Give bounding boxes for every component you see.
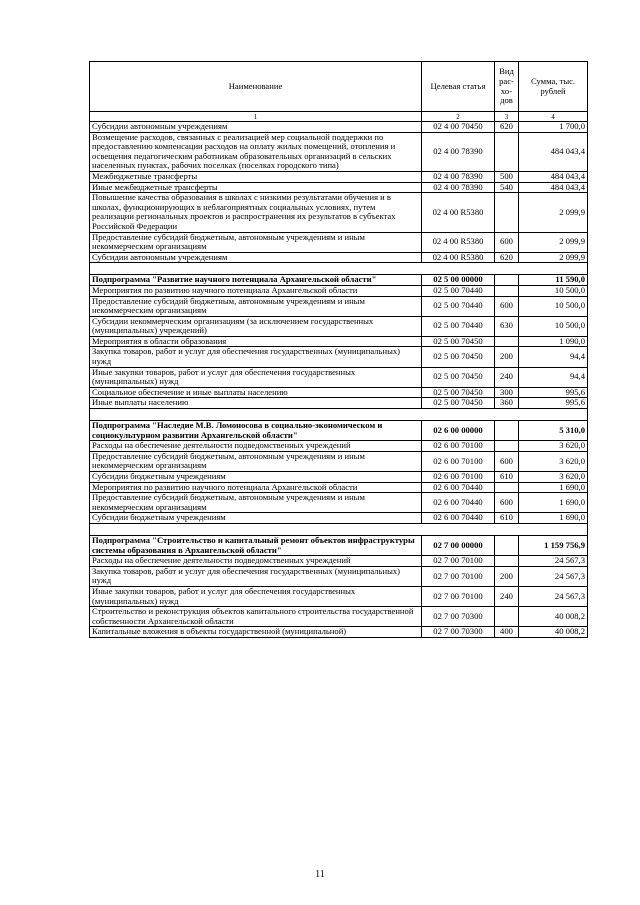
code-cell: 02 5 00 70450 — [422, 367, 495, 387]
name-cell: Возмещение расходов, связанных с реализацией мер социальной поддержки по предоставлению компенсации расходов на оплату жилых помещений, отопления и освещения педагогическим работникам образовательных организаций в сельских населенных пунктах, рабочих поселках (поселках городского типа) — [90, 132, 422, 171]
sum-cell: 10 500,0 — [519, 285, 588, 296]
spacer-row — [90, 523, 588, 535]
header-vid: Вид рас-хо-дов — [495, 62, 519, 112]
name-cell: Иные выплаты населению — [90, 398, 422, 409]
vid-cell — [495, 336, 519, 347]
code-cell: 02 5 00 70450 — [422, 387, 495, 398]
code-cell: 02 4 00 R5380 — [422, 252, 495, 263]
table-row — [90, 347, 588, 367]
vid-cell: 600 — [495, 232, 519, 252]
name-cell: Субсидии бюджетным учреждениям — [90, 513, 422, 524]
table-row — [90, 566, 588, 586]
sum-cell: 11 590,0 — [519, 275, 588, 286]
sum-cell: 5 310,0 — [519, 421, 588, 441]
table-row — [90, 556, 588, 567]
spacer-row — [90, 263, 588, 275]
header-sum: Сумма, тыс. рублей — [519, 62, 588, 112]
vid-cell: 240 — [495, 586, 519, 606]
sum-cell: 3 620,0 — [519, 441, 588, 452]
vid-cell: 630 — [495, 316, 519, 336]
spacer-row — [90, 409, 588, 421]
code-cell: 02 6 00 70100 — [422, 451, 495, 471]
sum-cell: 2 099,9 — [519, 232, 588, 252]
vid-cell — [495, 482, 519, 493]
sum-cell: 40 008,2 — [519, 627, 588, 638]
name-cell: Предоставление субсидий бюджетным, автономным учреждениям и иным некоммерческим организациям — [90, 296, 422, 316]
table-row — [90, 451, 588, 471]
name-cell: Подпрограмма "Развитие научного потенциала Архангельской области" — [90, 275, 422, 286]
sum-cell: 24 567,3 — [519, 556, 588, 567]
header-row — [90, 62, 588, 112]
vid-cell: 620 — [495, 122, 519, 133]
sum-cell: 2 099,9 — [519, 252, 588, 263]
col-number-4: 4 — [519, 112, 588, 122]
sum-cell: 1 090,0 — [519, 336, 588, 347]
sum-cell: 1 159 756,9 — [519, 535, 588, 555]
name-cell: Повышение качества образования в школах с низкими результатами обучения и в школах, функционирующих в неблагоприятных социальных условиях, путем реализации региональных проектов и распространения их результатов в субъектах Российской Федерации — [90, 193, 422, 232]
vid-cell: 500 — [495, 171, 519, 182]
code-cell: 02 5 00 70440 — [422, 285, 495, 296]
code-cell: 02 4 00 78390 — [422, 132, 495, 171]
code-cell: 02 6 00 70100 — [422, 441, 495, 452]
header-name: Наименование — [90, 62, 422, 112]
name-cell: Закупка товаров, работ и услуг для обеспечения государственных (муниципальных) нужд — [90, 566, 422, 586]
name-cell: Капитальные вложения в объекты государственной (муниципальной) — [90, 627, 422, 638]
name-cell: Иные закупки товаров, работ и услуг для обеспечения государственных (муниципальных) нужд — [90, 586, 422, 606]
subprogram-row — [90, 421, 588, 441]
vid-cell: 300 — [495, 387, 519, 398]
sum-cell: 1 690,0 — [519, 493, 588, 513]
vid-cell: 540 — [495, 182, 519, 193]
vid-cell: 610 — [495, 472, 519, 483]
sum-cell: 94,4 — [519, 347, 588, 367]
sum-cell: 995,6 — [519, 398, 588, 409]
name-cell: Субсидии автономным учреждениям — [90, 252, 422, 263]
sum-cell: 94,4 — [519, 367, 588, 387]
code-cell: 02 5 00 70440 — [422, 316, 495, 336]
table-row — [90, 252, 588, 263]
name-cell: Расходы на обеспечение деятельности подведомственных учреждений — [90, 441, 422, 452]
vid-cell: 610 — [495, 513, 519, 524]
table-row — [90, 336, 588, 347]
code-cell: 02 7 00 70100 — [422, 556, 495, 567]
vid-cell: 240 — [495, 367, 519, 387]
sum-cell: 3 620,0 — [519, 472, 588, 483]
col-number-3: 3 — [495, 112, 519, 122]
name-cell: Предоставление субсидий бюджетным, автономным учреждениям и иным некоммерческим организациям — [90, 451, 422, 471]
code-cell: 02 7 00 70300 — [422, 607, 495, 627]
sum-cell: 484 043,4 — [519, 182, 588, 193]
table-row — [90, 285, 588, 296]
table-row — [90, 171, 588, 182]
code-cell: 02 6 00 70440 — [422, 513, 495, 524]
vid-cell — [495, 285, 519, 296]
sum-cell: 995,6 — [519, 387, 588, 398]
spacer-cell — [90, 523, 588, 535]
name-cell: Иные закупки товаров, работ и услуг для обеспечения государственных (муниципальных) нужд — [90, 367, 422, 387]
table-row — [90, 387, 588, 398]
code-cell: 02 4 00 78390 — [422, 182, 495, 193]
vid-cell: 600 — [495, 451, 519, 471]
table-row — [90, 398, 588, 409]
spacer-cell — [90, 409, 588, 421]
name-cell: Предоставление субсидий бюджетным, автономным учреждениям и иным некоммерческим организациям — [90, 232, 422, 252]
name-cell: Мероприятия в области образования — [90, 336, 422, 347]
sum-cell: 484 043,4 — [519, 132, 588, 171]
code-cell: 02 5 00 70440 — [422, 296, 495, 316]
vid-cell — [495, 441, 519, 452]
col-number-2: 2 — [422, 112, 495, 122]
sum-cell: 10 500,0 — [519, 316, 588, 336]
vid-cell: 360 — [495, 398, 519, 409]
code-cell: 02 6 00 70100 — [422, 472, 495, 483]
code-cell: 02 5 00 70450 — [422, 398, 495, 409]
vid-cell: 200 — [495, 566, 519, 586]
name-cell: Мероприятия по развитию научного потенциала Архангельской области — [90, 285, 422, 296]
name-cell: Предоставление субсидий бюджетным, автономным учреждениям и иным некоммерческим организациям — [90, 493, 422, 513]
vid-cell — [495, 535, 519, 555]
name-cell: Подпрограмма "Строительство и капитальный ремонт объектов инфраструктуры системы образования в Архангельской области" — [90, 535, 422, 555]
code-cell: 02 7 00 70100 — [422, 586, 495, 606]
sum-cell: 24 567,3 — [519, 566, 588, 586]
sum-cell: 10 500,0 — [519, 296, 588, 316]
vid-cell: 600 — [495, 493, 519, 513]
vid-cell: 400 — [495, 627, 519, 638]
code-cell: 02 6 00 70440 — [422, 493, 495, 513]
sum-cell: 1 690,0 — [519, 513, 588, 524]
vid-cell: 600 — [495, 296, 519, 316]
sum-cell: 484 043,4 — [519, 171, 588, 182]
table-row — [90, 513, 588, 524]
code-cell: 02 7 00 70100 — [422, 566, 495, 586]
spacer-cell — [90, 263, 588, 275]
table-row — [90, 232, 588, 252]
code-cell: 02 7 00 70300 — [422, 627, 495, 638]
table-row — [90, 441, 588, 452]
code-cell: 02 6 00 00000 — [422, 421, 495, 441]
name-cell: Иные межбюджетные трансферты — [90, 182, 422, 193]
table-row — [90, 122, 588, 133]
table-body — [90, 122, 588, 638]
code-cell: 02 4 00 70450 — [422, 122, 495, 133]
code-cell: 02 4 00 R5380 — [422, 232, 495, 252]
name-cell: Субсидии автономным учреждениям — [90, 122, 422, 133]
code-cell: 02 5 00 00000 — [422, 275, 495, 286]
column-number-row — [90, 112, 588, 122]
table-row — [90, 193, 588, 232]
budget-table — [89, 61, 588, 638]
code-cell: 02 5 00 70450 — [422, 336, 495, 347]
table-row — [90, 493, 588, 513]
name-cell: Строительство и реконструкция объектов капитального строительства государственной собственности Архангельской области — [90, 607, 422, 627]
table-row — [90, 132, 588, 171]
col-number-1: 1 — [90, 112, 422, 122]
vid-cell — [495, 421, 519, 441]
vid-cell — [495, 556, 519, 567]
name-cell: Мероприятия по развитию научного потенциала Архангельской области — [90, 482, 422, 493]
code-cell: 02 6 00 70440 — [422, 482, 495, 493]
code-cell: 02 7 00 00000 — [422, 535, 495, 555]
table-row — [90, 482, 588, 493]
vid-cell — [495, 132, 519, 171]
sum-cell: 40 008,2 — [519, 607, 588, 627]
table-row — [90, 627, 588, 638]
vid-cell — [495, 607, 519, 627]
subprogram-row — [90, 535, 588, 555]
table-row — [90, 586, 588, 606]
sum-cell: 2 099,9 — [519, 193, 588, 232]
sum-cell: 1 700,0 — [519, 122, 588, 133]
table-row — [90, 472, 588, 483]
code-cell: 02 4 00 78390 — [422, 171, 495, 182]
sum-cell: 3 620,0 — [519, 451, 588, 471]
vid-cell — [495, 275, 519, 286]
sum-cell: 24 567,3 — [519, 586, 588, 606]
subprogram-row — [90, 275, 588, 286]
code-cell: 02 5 00 70450 — [422, 347, 495, 367]
name-cell: Межбюджетные трансферты — [90, 171, 422, 182]
page-number: 11 — [315, 869, 325, 880]
table-row — [90, 607, 588, 627]
name-cell: Закупка товаров, работ и услуг для обеспечения государственных (муниципальных) нужд — [90, 347, 422, 367]
table-row — [90, 296, 588, 316]
vid-cell: 200 — [495, 347, 519, 367]
sum-cell: 1 690,0 — [519, 482, 588, 493]
vid-cell: 620 — [495, 252, 519, 263]
table-row — [90, 367, 588, 387]
name-cell: Субсидии некоммерческим организациям (за исключением государственных (муниципальных) учреждений) — [90, 316, 422, 336]
name-cell: Подпрограмма "Наследие М.В. Ломоносова в социально-экономическом и социокультурном развитии Архангельской области" — [90, 421, 422, 441]
vid-cell — [495, 193, 519, 232]
name-cell: Социальное обеспечение и иные выплаты населению — [90, 387, 422, 398]
name-cell: Расходы на обеспечение деятельности подведомственных учреждений — [90, 556, 422, 567]
name-cell: Субсидии бюджетным учреждениям — [90, 472, 422, 483]
table-row — [90, 316, 588, 336]
table-row — [90, 182, 588, 193]
code-cell: 02 4 00 R5380 — [422, 193, 495, 232]
header-code: Целевая статья — [422, 62, 495, 112]
